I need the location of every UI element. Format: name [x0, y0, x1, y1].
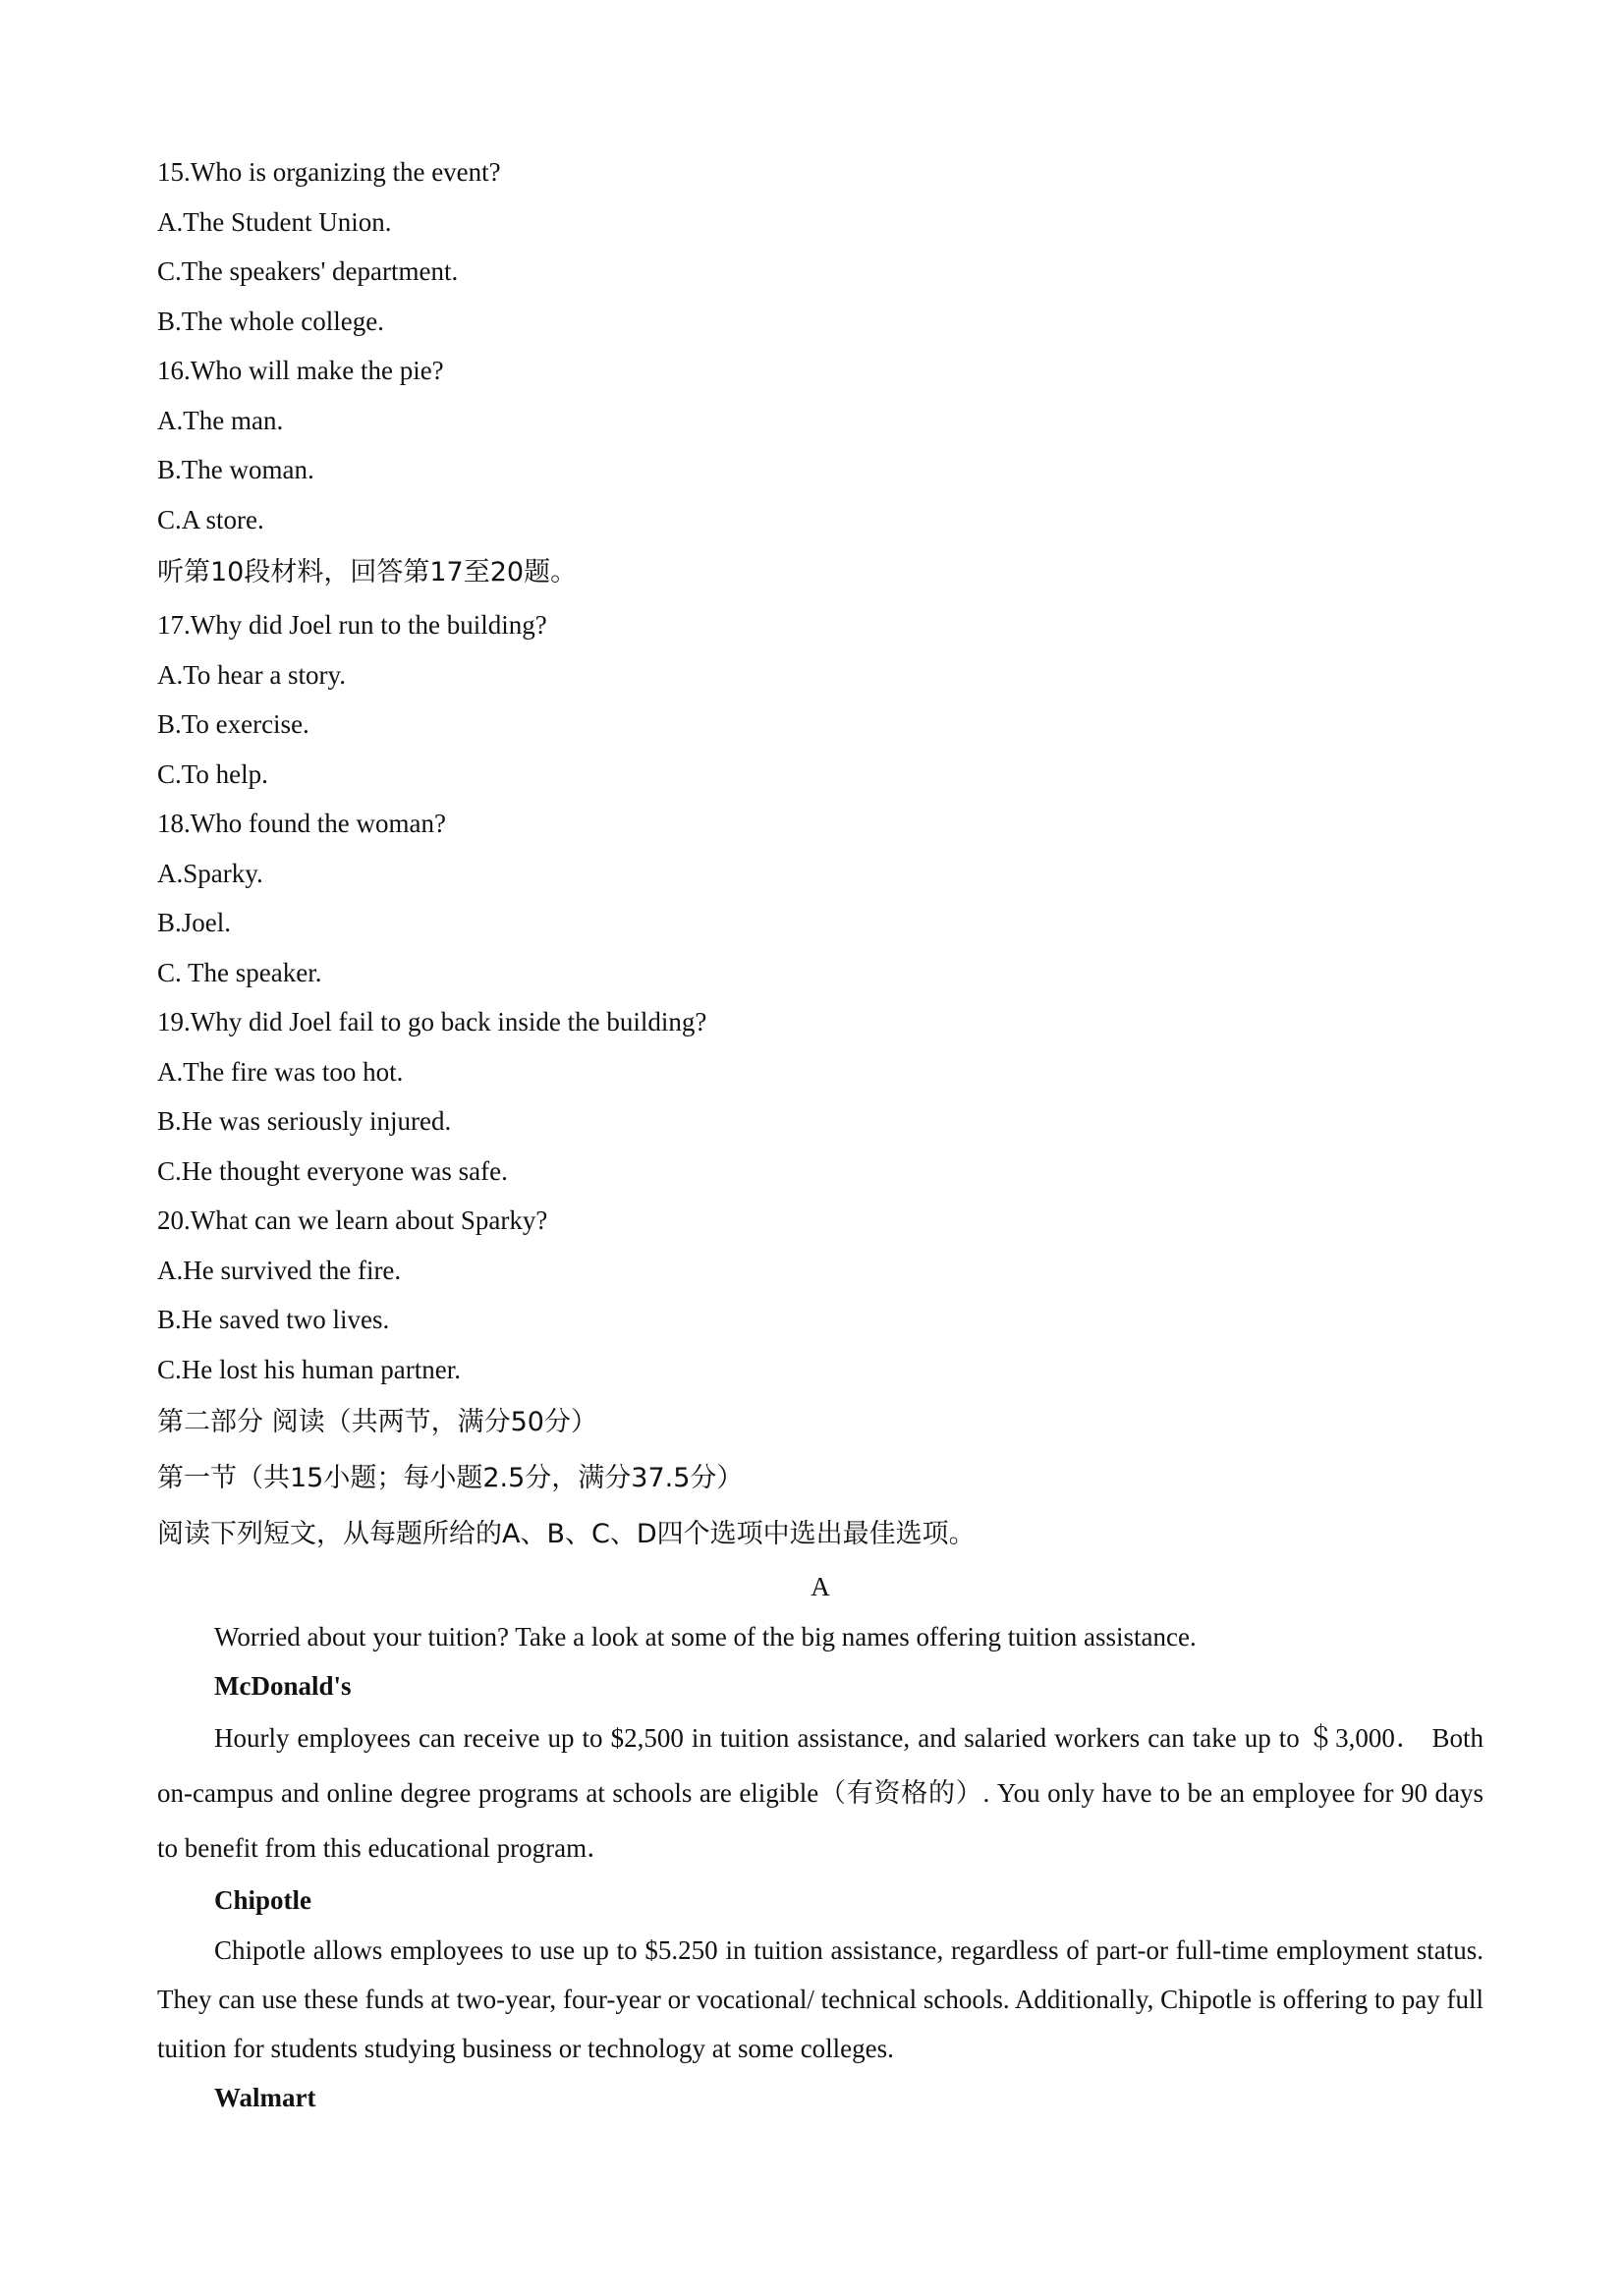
option: C.He thought everyone was safe. [157, 1155, 508, 1186]
option: A.Sparky. [157, 858, 263, 888]
passage-intro: Worried about your tuition? Take a look at some of the big names offering tuition assistance. [214, 1621, 1197, 1652]
question-stem: 16.Who will make the pie? [157, 356, 444, 385]
company-heading-mcdonalds: McDonald's [214, 1670, 352, 1701]
question-stem: 20.What can we learn about Sparky? [157, 1205, 548, 1235]
question-15 [157, 147, 1483, 346]
option: C. The speaker. [157, 957, 322, 987]
question-stem: 18.Who found the woman? [157, 809, 446, 838]
section1-title: 第一节（共15小题；每小题2.5分，满分37.5分） [157, 1463, 744, 1493]
option: C.The speakers' department. [157, 256, 459, 286]
listening-instruction: 听第10段材料，回答第17至20题。 [157, 557, 578, 588]
option: B.To exercise. [157, 709, 309, 739]
option: A.He survived the fire. [157, 1255, 402, 1285]
option: B.He was seriously injured. [157, 1106, 452, 1136]
company-heading-walmart: Walmart [214, 2082, 316, 2112]
passage-label: A [811, 1572, 830, 1601]
option: A.The man. [157, 405, 284, 435]
option: B.Joel. [157, 908, 232, 937]
company-text-mcdonalds: Hourly employees can receive up to $2,500 in tuition assistance, and salaried workers can take up to ＄3,000． Both on-campus and online degree programs at schools are eligible（有资格的）. You only have to be an employee for 90 days to benefit from this educational program． [157, 1723, 1483, 1863]
question-17 [157, 600, 1483, 799]
question-18 [157, 799, 1483, 997]
question-stem: 17.Why did Joel run to the building? [157, 610, 547, 640]
document-page [157, 147, 1483, 2122]
option: A.The Student Union. [157, 206, 392, 237]
question-20 [157, 1196, 1483, 1394]
part2-title: 第二部分 阅读（共两节，满分50分） [157, 1407, 597, 1437]
option: C.A store. [157, 504, 264, 534]
option: A.The fire was too hot. [157, 1056, 404, 1087]
question-16 [157, 346, 1483, 544]
question-stem: 15.Who is organizing the event? [157, 157, 501, 187]
question-19 [157, 997, 1483, 1196]
company-text-chipotle: Chipotle allows employees to use up to $5.250 in tuition assistance, regardless of part-or full-time employment status. They can use these funds at two-year, four-year or vocational/ technical schools. Additionally, Chipotle is offering to pay full tuition for students studying business or technology at some colleges. [157, 1934, 1483, 2063]
question-stem: 19.Why did Joel fail to go back inside the building? [157, 1007, 707, 1036]
option: B.The woman. [157, 455, 314, 484]
section1-instruction: 阅读下列短文，从每题所给的A、B、C、D四个选项中选出最佳选项。 [157, 1519, 976, 1549]
option: A.To hear a story. [157, 659, 347, 690]
option: B.He saved two lives. [157, 1305, 390, 1334]
option: C.He lost his human partner. [157, 1354, 461, 1384]
option: C.To help. [157, 758, 268, 789]
company-heading-chipotle: Chipotle [214, 1885, 312, 1915]
option: B.The whole college. [157, 306, 384, 336]
